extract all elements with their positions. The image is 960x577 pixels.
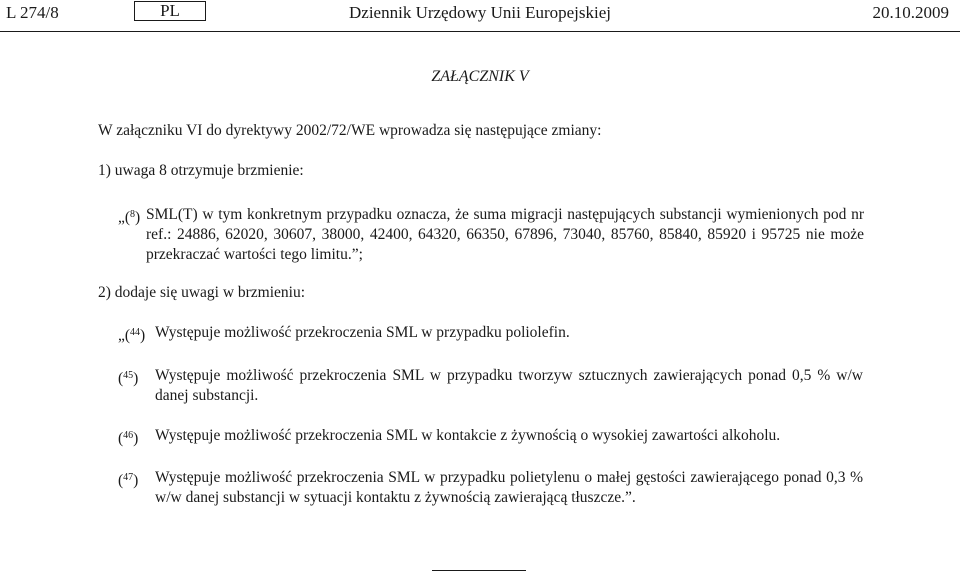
language-badge: PL [134,1,206,21]
annex-title: ZAŁĄCZNIK V [431,68,529,85]
page-header [0,0,960,32]
intro-paragraph: W załączniku VI do dyrektywy 2002/72/WE wprowadza się następujące zmiany: [98,122,602,139]
note-47-text: Występuje możliwość przekroczenia SML w przypadku polietylenu o małej gęstości zawierającego ponad 0,3 % w/w danej substancji w sytuacji kontaktu z żywnością zawierającą tłuszcze.”. [155,469,863,506]
note-8-marker: „($^8$) [118,209,141,226]
list-item-2: 2) dodaje się uwagi w brzmieniu: [98,284,306,301]
note-47-marker: ($^{47}$) [118,472,139,489]
note-46-marker: ($^{46}$) [118,430,139,447]
journal-title: Dziennik Urzędowy Unii Europejskiej [349,3,612,22]
footnote-divider [432,570,526,571]
note-45-text: Występuje możliwość przekroczenia SML w przypadku tworzyw sztucznych zawierających ponad 0,5 % w/w danej substancji. [155,367,863,404]
note-46-text: Występuje możliwość przekroczenia SML w kontakcie z żywnością o wysokiej zawartości alkoholu. [155,427,781,444]
note-8-text: SML(T) w tym konkretnym przypadku oznacza, że suma migracji następujących substancji wymienionych pod nr ref.: 24886, 62020, 30607, 38000, 42400, 64320, 66350, 67896, 73040, 85760, 85840, 85920 i 95725 nie może przekraczać wartości tego limitu.”; [146,206,864,263]
publication-date: 20.10.2009 [872,3,949,22]
note-44-marker: „($^{44}$) [118,327,146,344]
page-reference: L 274/8 [6,3,59,22]
list-item-1: 1) uwaga 8 otrzymuje brzmienie: [98,162,304,179]
note-44-text: Występuje możliwość przekroczenia SML w przypadku poliolefin. [155,324,570,341]
header-divider [0,31,960,32]
note-45-marker: ($^{45}$) [118,370,139,387]
